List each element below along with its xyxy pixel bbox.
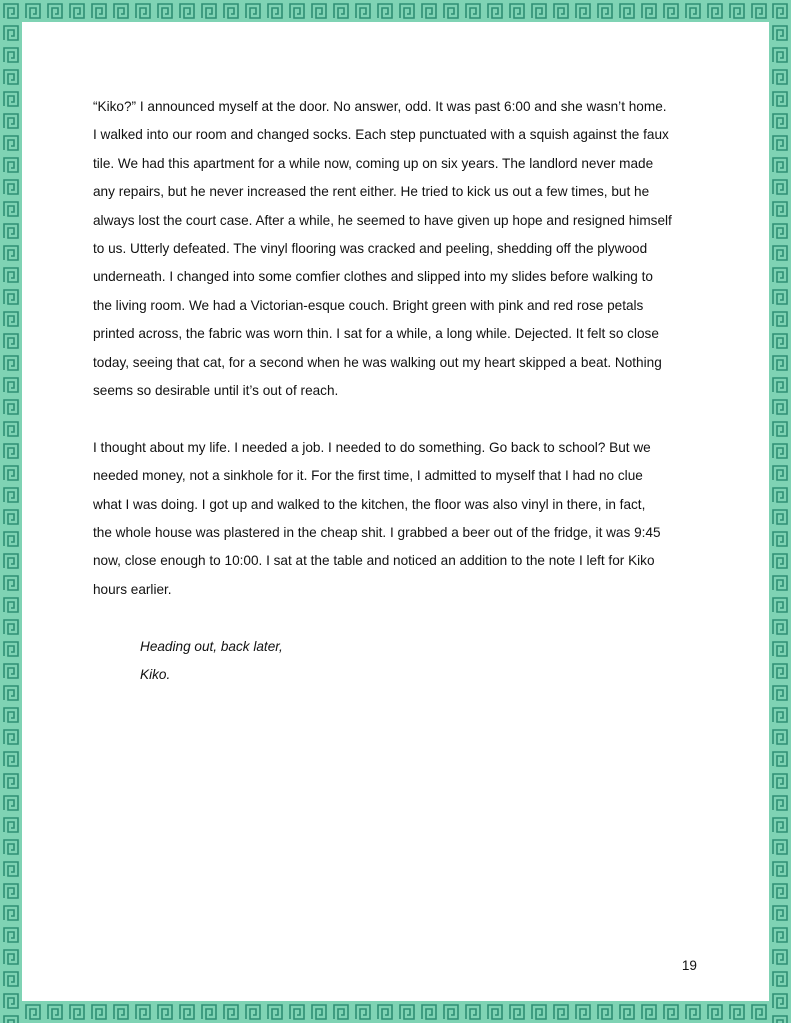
page-number: 19 (681, 958, 697, 973)
decorative-border-bottom (0, 1001, 791, 1023)
paragraph-2: I thought about my life. I needed a job. I needed to do something. Go back to school? But we needed money, not a sinkhole for it. For the first time, I admitted to myself that I had no clue what I was doing. I got up and walked to the kitchen, the floor was also vinyl in there, in fact, the whole house was plastered in the cheap shit. I grabbed a beer out of the fridge, it was 9:45 now, close enough to 10:00. I sat at the table and noticed an addition to the note I left for Kiko hours earlier. (93, 439, 661, 597)
note-line-1: Heading out, back later, (140, 638, 283, 654)
decorative-border-right (769, 0, 791, 1023)
note-line-2: Kiko. (140, 667, 171, 683)
decorative-border-left (0, 0, 22, 1023)
paragraph-1: “Kiko?” I announced myself at the door. No answer, odd. It was past 6:00 and she wasn’t home. I walked into our room and changed socks. Each step punctuated with a squish against the faux tile. We had this apartment for a while now, coming up on six years. The landlord never made any repairs, but he never increased the rent either. He tried to kick us out a few times, but he always lost the court case. After a while, he seemed to have given up hope and resigned himself to us. Utterly defeated. The vinyl flooring was cracked and peeling, shedding off the plywood underneath. I changed into some comfier clothes and slipped into my slides before walking to the living room. We had a Victorian-esque couch. Bright green with pink and red rose petals printed across, the fabric was worn thin. I sat for a while, a long while. Dejected. It felt so close today, seeing that cat, for a second when he was walking out my heart skipped a beat. Nothing seems so desirable until it’s out of reach. (93, 99, 672, 399)
decorative-border-top (0, 0, 791, 22)
body-text (93, 93, 705, 690)
kiko-note (140, 633, 705, 690)
